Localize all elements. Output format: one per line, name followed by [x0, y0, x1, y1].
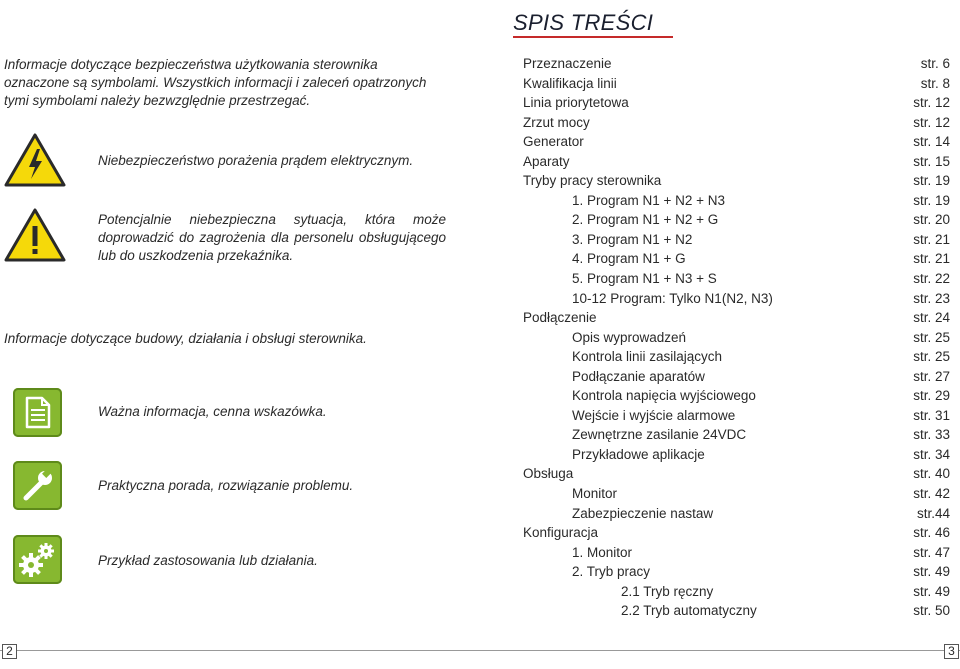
toc-entry [523, 171, 950, 191]
toc-entry-label: Kontrola linii zasilających [572, 349, 723, 365]
toc-entry-page: str. 14 [913, 134, 950, 150]
high-voltage-warning-icon [4, 133, 66, 187]
note-icon [13, 388, 62, 437]
toc-entry-page: str. 50 [913, 603, 950, 619]
toc-entry-label: Kontrola napięcia wyjściowego [572, 388, 756, 404]
toc-entry [523, 367, 950, 387]
danger-line: Potencjalnie niebezpieczna sytuacja, która może [98, 212, 446, 227]
tip-text: Praktyczna porada, rozwiązanie problemu. [98, 478, 354, 493]
toc-entry [523, 445, 950, 465]
toc-entry [523, 562, 950, 582]
toc-entry-label: 1. Monitor [572, 544, 633, 560]
toc-entry-label: 10-12 Program: Tylko N1(N2, N3) [572, 290, 773, 306]
toc-entry-label: 4. Program N1 + G [572, 251, 686, 267]
electric-warning-text: Niebezpieczeństwo porażenia prądem elektrycznym. [98, 153, 414, 168]
toc-entry [523, 210, 950, 230]
toc-entry [523, 523, 950, 543]
toc-entry-page: str. 24 [913, 310, 950, 326]
toc-entry [523, 269, 950, 289]
toc-entry [523, 74, 950, 94]
danger-line: doprowadzić do zagrożenia dla personelu obsługującego [98, 230, 446, 245]
toc-entry-label: Generator [523, 134, 584, 150]
toc-entry [523, 132, 950, 152]
intro-text [4, 56, 446, 110]
toc-entry-page: str. 12 [913, 114, 950, 130]
toc-entry-label: Przeznaczenie [523, 56, 612, 71]
toc-entry [523, 289, 950, 309]
toc-entry-label: Zabezpieczenie nastaw [572, 505, 714, 521]
toc-entry-page: str. 46 [913, 525, 950, 541]
toc-entry-label: Linia priorytetowa [523, 95, 629, 111]
toc-entry [523, 152, 950, 172]
toc-entry [523, 464, 950, 484]
toc-entry [523, 249, 950, 269]
toc-entry-page: str. 22 [913, 271, 950, 287]
gears-icon [13, 535, 62, 584]
toc-entry-label: Zewnętrzne zasilanie 24VDC [572, 427, 747, 443]
toc-entry-page: str. 31 [913, 407, 950, 423]
toc-entry-label: 5. Program N1 + N3 + S [572, 271, 717, 287]
toc-entry-label: Opis wyprowadzeń [572, 329, 687, 345]
general-warning-icon [4, 208, 66, 262]
toc-entry [523, 347, 950, 367]
toc-entry [523, 504, 950, 524]
toc-entry [523, 230, 950, 250]
toc-entry [523, 543, 950, 563]
toc-entry-page: str. 6 [920, 56, 950, 71]
toc-entry-label: 2. Tryb pracy [572, 564, 651, 580]
toc-entry-label: 2.2 Tryb automatyczny [621, 603, 757, 619]
toc-entry-page: str. 25 [913, 349, 950, 365]
toc-entry [523, 406, 950, 426]
toc-entry-page: str. 27 [913, 368, 950, 384]
toc-entry-label: Monitor [572, 486, 618, 502]
toc-title: SPIS TREŚCI [513, 10, 654, 35]
toc-entry-page: str. 21 [913, 231, 950, 247]
toc-entry-label: Aparaty [523, 153, 570, 169]
toc-entry-page: str. 29 [913, 388, 950, 404]
toc-entry [523, 308, 950, 328]
wrench-icon [13, 461, 62, 510]
toc-entry-page: str. 21 [913, 251, 950, 267]
toc-entry-label: 3. Program N1 + N2 [572, 231, 693, 247]
toc-entry-page: str. 33 [913, 427, 950, 443]
toc-entry-label: Wejście i wyjście alarmowe [572, 407, 736, 423]
toc-entry-page: str. 40 [913, 466, 950, 482]
toc-entry [523, 582, 950, 602]
section-heading: Informacje dotyczące budowy, działania i obsługi sterownika. [4, 331, 367, 346]
toc-entry-label: Zrzut mocy [523, 114, 590, 130]
toc-entry [523, 328, 950, 348]
toc-entry-page: str. 8 [920, 75, 950, 91]
toc-entry [523, 601, 950, 621]
toc-entry-label: Podłączenie [523, 310, 597, 326]
toc-entry-page: str. 25 [913, 329, 950, 345]
toc-entry-page: str.44 [916, 505, 950, 521]
toc-entry-page: str. 23 [913, 290, 950, 306]
toc-entry [523, 425, 950, 445]
example-text: Przykład zastosowania lub działania. [98, 553, 318, 568]
toc-entry-label: Podłączanie aparatów [572, 368, 705, 384]
footer-divider [0, 650, 960, 651]
danger-line: lub do uszkodzenia przekaźnika. [98, 248, 294, 263]
intro-line: oznaczone są symbolami. Wszystkich informacji i zaleceń opatrzonych [4, 75, 427, 90]
toc-entry-page: str. 42 [913, 486, 950, 502]
toc-entry-page: str. 19 [913, 192, 950, 208]
toc-entry-label: Konfiguracja [523, 525, 599, 541]
intro-line: tymi symbolami należy bezwzględnie przestrzegać. [4, 93, 311, 108]
title-underline [513, 36, 673, 38]
note-text: Ważna informacja, cenna wskazówka. [98, 404, 327, 419]
toc-entry-page: str. 34 [913, 446, 950, 462]
toc-entry-page: str. 15 [913, 153, 950, 169]
toc-entry [523, 386, 950, 406]
page-number-left: 2 [2, 644, 17, 659]
toc-entry-page: str. 49 [913, 564, 950, 580]
toc-entry-page: str. 49 [913, 583, 950, 599]
toc-entry [523, 54, 950, 74]
toc-entry [523, 113, 950, 133]
toc-entry-label: 1. Program N1 + N2 + N3 [572, 192, 726, 208]
toc-entry-page: str. 47 [913, 544, 950, 560]
intro-line: Informacje dotyczące bezpieczeństwa użytkowania sterownika [4, 57, 378, 72]
toc-entry-label: Obsługa [523, 466, 574, 482]
toc-entry-label: Tryby pracy sterownika [523, 173, 662, 189]
toc-entry-label: 2. Program N1 + N2 + G [572, 212, 719, 228]
toc-entry-label: 2.1 Tryb ręczny [621, 583, 714, 599]
toc-entry [523, 191, 950, 211]
toc-entry-page: str. 12 [913, 95, 950, 111]
table-of-contents [523, 54, 950, 621]
toc-entry [523, 93, 950, 113]
toc-entry-label: Przykładowe aplikacje [572, 446, 705, 462]
toc-entry-page: str. 20 [913, 212, 950, 228]
page-number-right: 3 [944, 644, 959, 659]
toc-entry-page: str. 19 [913, 173, 950, 189]
toc-entry-label: Kwalifikacja linii [523, 75, 617, 91]
danger-warning-text [98, 211, 446, 265]
toc-entry [523, 484, 950, 504]
